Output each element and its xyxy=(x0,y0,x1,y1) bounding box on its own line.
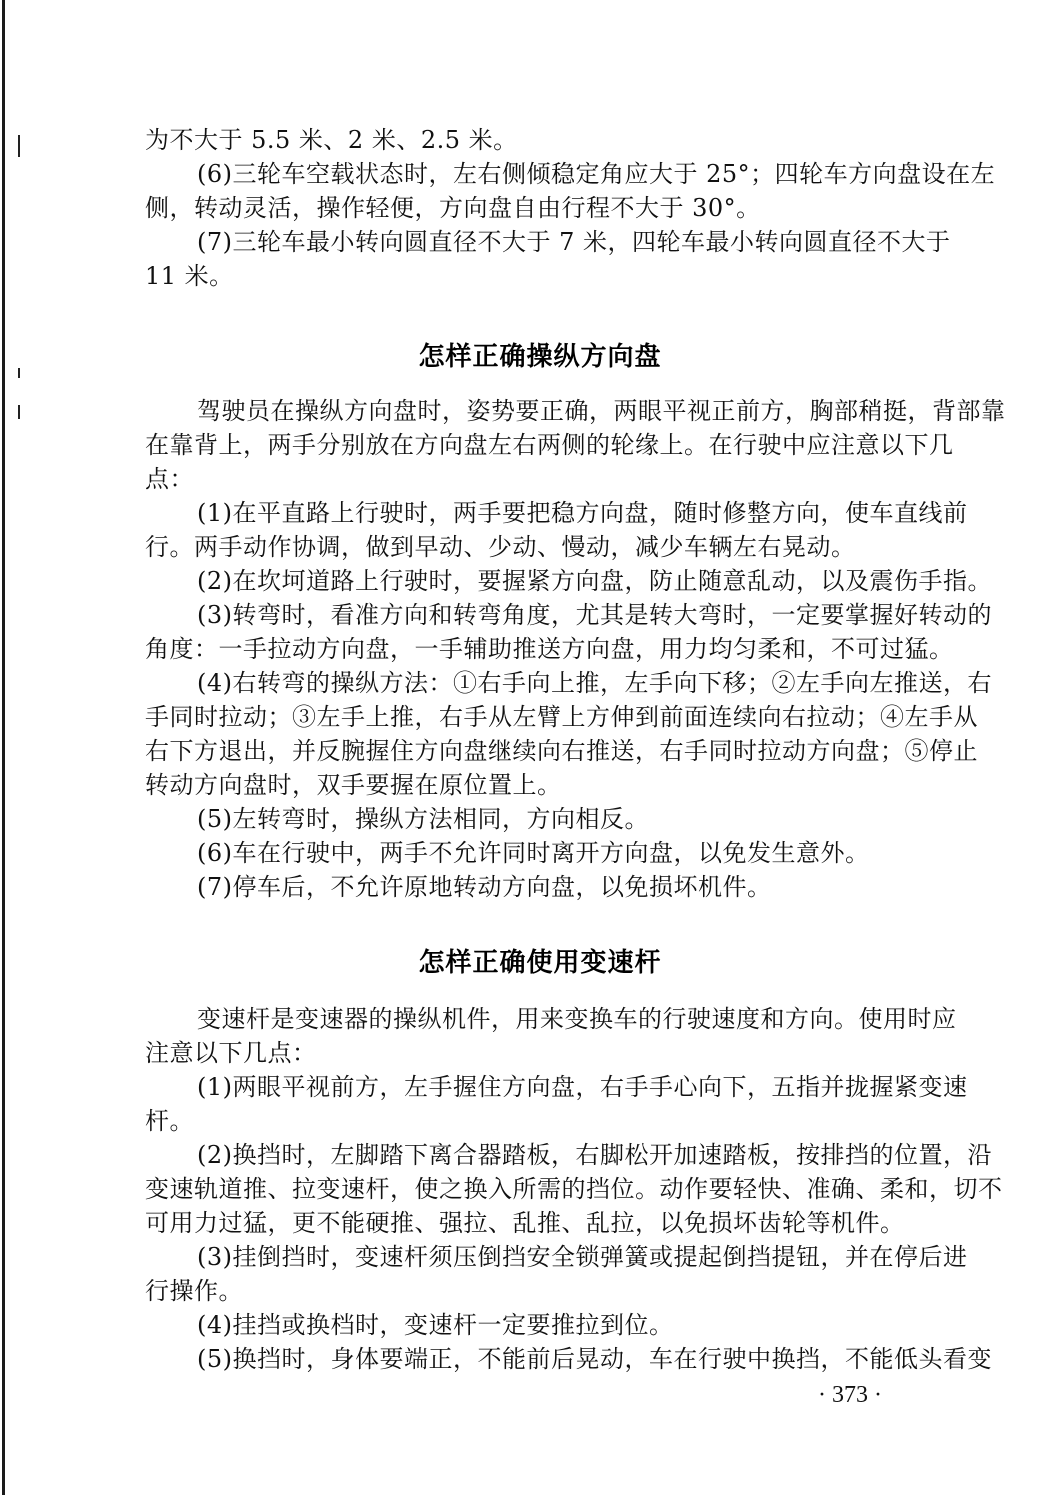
text-line: (6)三轮车空载状态时，左右侧倾稳定角应大于 25°；四轮车方向盘设在左 xyxy=(197,160,996,188)
text-line: 行操作。 xyxy=(145,1277,243,1305)
text-line: (6)车在行驶中，两手不允许同时离开方向盘，以免发生意外。 xyxy=(197,839,870,867)
text-line: 角度：一手拉动方向盘，一手辅助推送方向盘，用力均匀柔和，不可过猛。 xyxy=(145,635,954,663)
text-line: 变速轨道推、拉变速杆，使之换入所需的挡位。动作要轻快、准确、柔和，切不 xyxy=(145,1175,1003,1203)
text-line: (2)换挡时，左脚踏下离合器踏板，右脚松开加速踏板，按排挡的位置，沿 xyxy=(197,1141,992,1169)
text-line: 在靠背上，两手分别放在方向盘左右两侧的轮缘上。在行驶中应注意以下几 xyxy=(145,431,954,459)
text-line: (4)右转弯的操纵方法：①右手向上推，左手向下移；②左手向左推送，右 xyxy=(197,669,992,697)
page-left-edge xyxy=(2,0,5,1495)
text-line: (7)三轮车最小转向圆直径不大于 7 米，四轮车最小转向圆直径不大于 xyxy=(197,228,951,256)
text-line: 转动方向盘时，双手要握在原位置上。 xyxy=(145,771,562,799)
text-line: 杆。 xyxy=(145,1107,194,1135)
text-line: (1)两眼平视前方，左手握住方向盘，右手手心向下，五指并拢握紧变速 xyxy=(197,1073,968,1101)
section2-body xyxy=(145,1002,1003,1376)
text-line: 为不大于 5.5 米、2 米、2.5 米。 xyxy=(145,126,518,154)
text-line: (2)在坎坷道路上行驶时，要握紧方向盘，防止随意乱动，以及震伤手指。 xyxy=(197,567,992,595)
text-line: (1)在平直路上行驶时，两手要把稳方向盘，随时修整方向，使车直线前 xyxy=(197,499,968,527)
intro-paragraphs xyxy=(145,123,996,293)
section-title: 怎样正确使用变速杆 xyxy=(418,948,662,978)
text-line: (5)换挡时，身体要端正，不能前后晃动，车在行驶中换挡，不能低头看变 xyxy=(197,1345,992,1373)
text-line: 右下方退出，并反腕握住方向盘继续向右推送，右手同时拉动方向盘；⑤停止 xyxy=(145,737,978,765)
text-line: 点： xyxy=(145,465,194,493)
section-title: 怎样正确操纵方向盘 xyxy=(418,342,662,372)
text-line: 注意以下几点： xyxy=(145,1039,317,1067)
scan-mark xyxy=(18,405,20,419)
text-line: 可用力过猛，更不能硬推、强拉、乱推、乱拉，以免损坏齿轮等机件。 xyxy=(145,1209,905,1237)
page-number: · 373 · xyxy=(818,1382,882,1408)
text-line: (5)左转弯时，操纵方法相同，方向相反。 xyxy=(197,805,649,833)
text-line: (7)停车后，不允许原地转动方向盘，以免损坏机件。 xyxy=(197,873,772,901)
text-line: 11 米。 xyxy=(145,262,234,290)
scan-mark xyxy=(18,368,20,378)
section1-body xyxy=(145,394,1006,904)
text-line: 行。两手动作协调，做到早动、少动、慢动，减少车辆左右晃动。 xyxy=(145,533,856,561)
text-line: (3)转弯时，看准方向和转弯角度，尤其是转大弯时，一定要掌握好转动的 xyxy=(197,601,992,629)
text-line: 手同时拉动；③左手上推，右手从左臂上方伸到前面连续向右拉动；④左手从 xyxy=(145,703,978,731)
text-line: 变速杆是变速器的操纵机件，用来变换车的行驶速度和方向。使用时应 xyxy=(197,1005,957,1033)
text-line: (3)挂倒挡时，变速杆须压倒挡安全锁弹簧或提起倒挡提钮，并在停后进 xyxy=(197,1243,968,1271)
scan-mark xyxy=(18,135,20,157)
text-line: (4)挂挡或换档时，变速杆一定要推拉到位。 xyxy=(197,1311,674,1339)
text-line: 驾驶员在操纵方向盘时，姿势要正确，两眼平视正前方，胸部稍挺，背部靠 xyxy=(197,397,1006,425)
text-line: 侧，转动灵活，操作轻便，方向盘自由行程不大于 30°。 xyxy=(145,194,761,222)
